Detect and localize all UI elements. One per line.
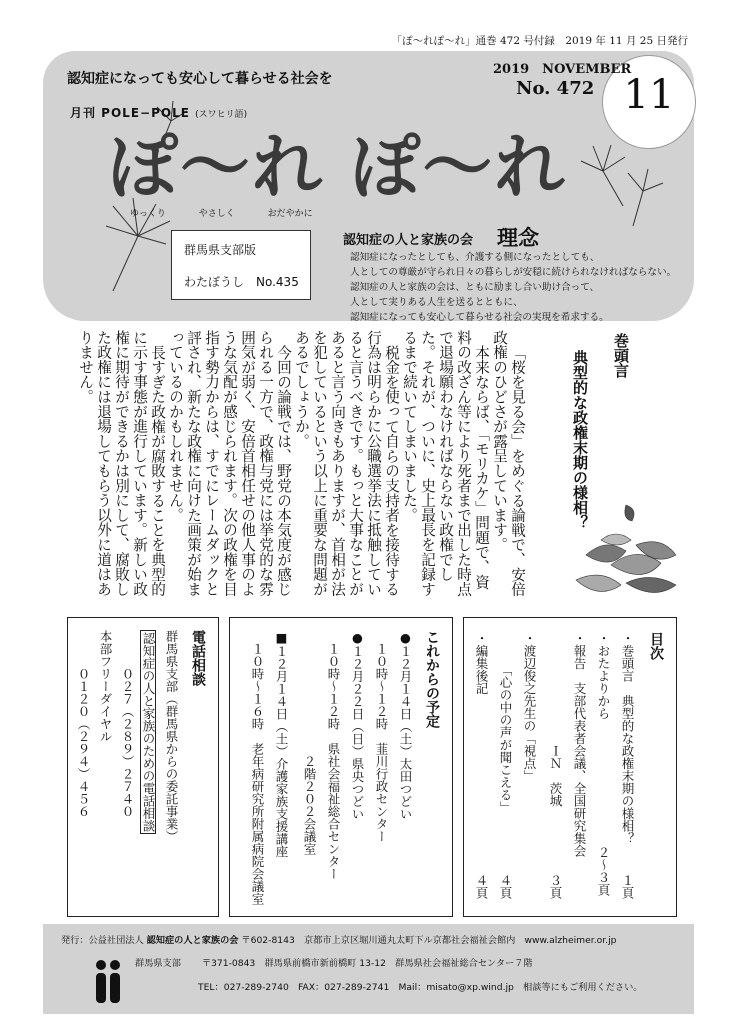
- contents-item: ・報告 支部代表者会議、全国研究集会: [572, 632, 587, 857]
- article-body: [66, 330, 526, 600]
- phone-line: 群馬県支部（群馬県からの委託事業）: [164, 630, 179, 843]
- branch-contact: TEL：027-289-2740 FAX：027-289-2741 Mail：misato@xp.wind.jp 相談等にもご利用ください。: [198, 982, 643, 993]
- phone-service-name: 認知症の人と家族のための電話相談: [141, 632, 156, 832]
- edition-title: 群馬県支部版: [184, 243, 257, 257]
- contents-item: ・編集後記: [474, 632, 489, 695]
- publication-note: 「ぽ〜れぽ〜れ」通巻 472 号付録 2019 年 11 月 25 日発行: [391, 35, 688, 47]
- schedule-line: ●１２月１４日（土）太田つどい: [398, 630, 413, 820]
- edition-subtitle: わたぼうし No.435: [184, 275, 299, 289]
- principle-line: 認知症になったとしても、介護する側になったとしても、: [350, 252, 600, 263]
- masthead: ぽ〜れ ぽ〜れ: [108, 126, 567, 208]
- schedule-line: ２階２０２会議室: [302, 630, 317, 855]
- monthly-title: [70, 104, 247, 121]
- phone-consultation-box: [67, 617, 219, 917]
- issue-number: No. 472: [516, 78, 595, 99]
- article-label: 巻頭言: [612, 333, 630, 378]
- monthly-label: 月刊 POLE−POLE: [70, 106, 190, 120]
- association-logo-icon: [91, 958, 125, 1006]
- phone-line: 本部フリーダイヤル: [98, 630, 113, 743]
- article-title: 典型的な政権末期の様相？: [571, 350, 589, 530]
- contents-page: ３頁: [548, 874, 563, 899]
- schedule-line: ■１２月１４日（土）介護家族支援講座: [274, 630, 289, 858]
- year-month: 2019 NOVEMBER: [493, 62, 632, 77]
- article-paragraph: 本来ならば、「モリカケ」問題で、資料の改ざん等により死者まで出した時点で退場願わなければならない政権でした。それが、ついに、史上最長を記録するまで続いてしまいました。: [401, 330, 490, 597]
- publisher-name: 認知症の人と家族の会: [146, 935, 239, 946]
- masthead-subtitle: ゆっくり やさしく おだやかに: [130, 209, 313, 219]
- contents-page: ４頁: [498, 874, 513, 899]
- contents-item: ・巻頭言 典型的な政権末期の様相？: [620, 632, 635, 845]
- contents-page: ４頁: [474, 874, 489, 899]
- schedule-line: １０時〜１２時 韮川行政センター: [374, 630, 389, 843]
- branch-label: 群馬県支部: [135, 958, 181, 969]
- contents-item: ＩＮ 茨城: [548, 632, 563, 807]
- contents-item: ・おたよりから: [596, 632, 611, 720]
- article-paragraph: 税金を使って自らの支持者を接待する行為は明らかに公職選挙法に抵触していると言うべきです。もっと大事なことがあると言う向きもありますが、首相が法を犯しているという以上に重要な問題があるでしょうか。: [293, 330, 400, 597]
- schedule-line: １０時〜１６時 老年病研究所附属病院会議室: [250, 630, 265, 905]
- month-number: 11: [623, 72, 675, 118]
- contents-item: 「心の中の声が聞こえる」: [498, 632, 513, 814]
- principle-line: 認知症の人と家族の会は、ともに励まし合い助け合って、: [350, 282, 600, 293]
- principle-line: 認知症になっても安心して暮らせる社会の実現を希求する。: [350, 312, 609, 323]
- free-dial-number: ０１２０（２９４）４５６: [76, 630, 91, 818]
- edition-box: [171, 230, 311, 300]
- publisher-address: 〒602-8143 京都市上京区堀川通丸太町下ル京都社会福祉会館内 www.alzheimer.or.jp: [241, 935, 617, 946]
- article-paragraph: 長すぎた政権が腐敗することを典型的に示す事態が進行しています。新しい政権に期待ができるかは別にして、腐敗した政権には退場してもらう以外に道はありません。: [77, 330, 166, 597]
- contents-title: 目次: [648, 632, 664, 660]
- principle-line: 人として実りある人生を送るとともに、: [350, 297, 523, 308]
- article-paragraph: 今回の論戦では、野党の本気度が感じられる一方で、政権与党には挙党的な雰囲気が弱く、安倍首相任せの他人事のような気配が感じられます。次の政権を目指す勢力からは、すでにレームダックと評され、新たな政権に向けた画策が始まっているのかもしれません。: [167, 330, 292, 597]
- principles: [350, 250, 675, 325]
- publisher-line: [61, 932, 616, 946]
- contents-item: ・渡辺俊之先生の「視点」: [522, 632, 537, 782]
- monthly-note: (スワヒリ語): [195, 110, 248, 120]
- article-paragraph: 「桜を見る会」をめぐる論戦で、安倍政権のひどさが露呈しています。: [491, 330, 526, 597]
- principle-line: 人としての尊厳が守られ日々の暮らしが安穏に続けられなければならない。: [350, 267, 677, 278]
- branch-line: [135, 955, 533, 969]
- association-name: 認知症の人と家族の会: [343, 233, 474, 248]
- schedule-title: これからの予定: [424, 630, 440, 728]
- contents-page: ２〜３頁: [596, 846, 611, 896]
- principle-label: 理念: [497, 226, 539, 250]
- footer: [43, 924, 694, 1014]
- phone-number: ０２７（２８９）２７４０: [120, 630, 135, 818]
- schedule-box: [229, 617, 453, 917]
- phone-title: 電話相談: [190, 630, 206, 686]
- branch-address: 〒371-0843 群馬県前橋市新前橋町 13-12 群馬県社会福祉総合センター７階: [201, 958, 533, 969]
- contents-box: [463, 617, 677, 917]
- tagline: 認知症になっても安心して暮らせる社会を: [67, 71, 333, 87]
- autumn-leaves-icon: [566, 495, 691, 605]
- contents-page: １頁: [620, 874, 635, 899]
- schedule-line: ●１２月２２日（日）県央つどい: [350, 630, 365, 820]
- publisher-label: 発行：公益社団法人: [61, 935, 144, 946]
- schedule-line: １０時〜１２時 県社会福祉総合センター: [326, 630, 341, 880]
